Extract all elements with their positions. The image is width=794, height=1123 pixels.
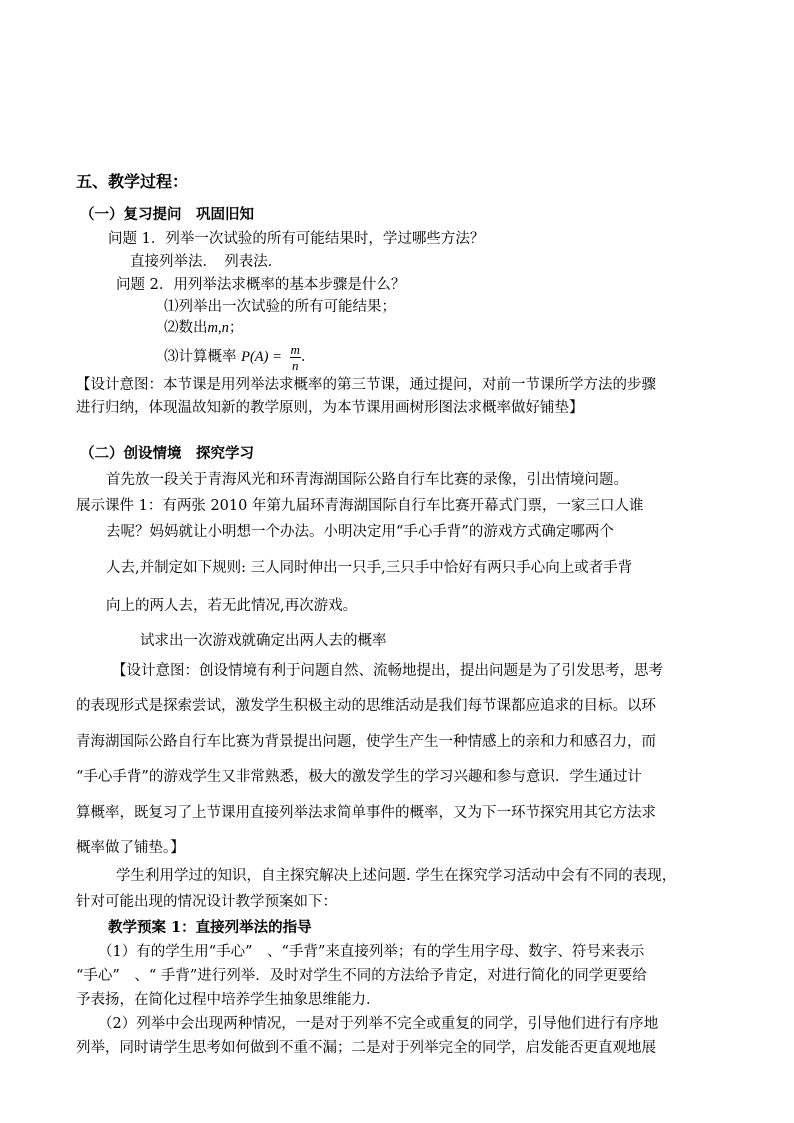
step-3 bbox=[164, 342, 315, 372]
question-2: 问题 2．用列举法求概率的基本步骤是什么？ bbox=[116, 277, 406, 293]
step-2-suffix: ； bbox=[228, 320, 244, 336]
courseware-line-4: 向上的两人去，若无此情况,再次游戏。 bbox=[106, 598, 358, 614]
design-intent-2-line-5: 算概率，既复习了上节课用直接列举法求简单事件的概率，又为下一环节探究用其它方法求 bbox=[76, 805, 656, 821]
courseware-line-1: 展示课件 1：有两张 2010 年第九届环青海湖国际自行车比赛开幕式门票，一家三口人谁 bbox=[76, 498, 644, 514]
fraction-denominator: n bbox=[291, 357, 299, 373]
courseware-line-3: 人去,并制定如下规则: 三人同时伸出一只手,三只手中恰好有两只手心向上或者手背 bbox=[106, 560, 633, 576]
design-intent-2-line-4: “手心手背”的游戏学生又非常熟悉，极大的激发学生的学习兴趣和参与意识．学生通过计 bbox=[76, 769, 642, 785]
design-intent-1-line-1: 【设计意图：本节课是用列举法求概率的第三节课，通过提问，对前一节课所学方法的步骤 bbox=[76, 377, 656, 393]
exploration-line-1: 学生利用学过的知识，自主探究解决上述问题. 学生在探究学习活动中会有不同的表现， bbox=[116, 868, 677, 884]
design-intent-1-line-2: 进行归纳，体现温故知新的教学原则，为本节课用画树形图法求概率做好铺垫】 bbox=[76, 400, 584, 416]
fraction-numerator: m bbox=[290, 341, 300, 357]
step-2-vars: m,n bbox=[207, 320, 229, 336]
exploration-line-2: 针对可能出现的情况设计教学预案如下： bbox=[76, 894, 337, 910]
plan-1-item-2-line-1: （2）列举中会出现两种情况，一是对于列举不完全或重复的同学，引导他们进行有序地 bbox=[98, 1016, 659, 1032]
courseware-line-2: 去呢？妈妈就让小明想一个办法。小明决定用“手心手背”的游戏方式确定哪两个 bbox=[106, 524, 614, 540]
step-3-prefix: ⑶计算概率 bbox=[164, 349, 237, 365]
design-intent-2-line-2: 的表现形式是探索尝试，激发学生积极主动的思维活动是我们每节课都应追求的目标。以环 bbox=[76, 698, 656, 714]
plan-1-item-1-line-2: “手心” 、“ 手背”进行列举．及时对学生不同的方法给予肯定，对进行简化的同学更要给 bbox=[76, 968, 647, 984]
step-1: ⑴列举出一次试验的所有可能结果； bbox=[164, 299, 396, 315]
answer-1: 直接列举法． 列表法． bbox=[130, 254, 283, 270]
section-title: 五、教学过程： bbox=[76, 172, 189, 191]
question-prompt: 试求出一次游戏就确定出两人去的概率 bbox=[140, 633, 387, 649]
part1-title: （一）复习提问 巩固旧知 bbox=[80, 206, 254, 223]
intro-paragraph: 首先放一段关于青海风光和环青海湖国际公路自行车比赛的录像，引出情境问题。 bbox=[106, 472, 628, 488]
step-2-prefix: ⑵数出 bbox=[164, 320, 208, 336]
step-3-suffix: ． bbox=[300, 349, 316, 365]
design-intent-2-line-6: 概率做了铺垫。】 bbox=[76, 840, 185, 856]
plan-1-title: 教学预案 1：直接列举法的指导 bbox=[108, 919, 312, 936]
design-intent-2-line-1: 【设计意图：创设情境有利于问题自然、流畅地提出，提出问题是为了引发思考，思考 bbox=[112, 663, 663, 679]
design-intent-2-line-3: 青海湖国际公路自行车比赛为背景提出问题，使学生产生一种情感上的亲和力和感召力，而 bbox=[76, 734, 656, 750]
part2-title: （二）创设情境 探究学习 bbox=[80, 445, 254, 462]
question-1: 问题 1．列举一次试验的所有可能结果时，学过哪些方法？ bbox=[108, 231, 485, 247]
probability-formula-lhs: P(A) = bbox=[241, 349, 282, 365]
step-2 bbox=[164, 318, 243, 338]
plan-1-item-2-line-2: 列举，同时请学生思考如何做到不重不漏；二是对于列举完全的同学，启发能否更直观地展 bbox=[76, 1040, 656, 1056]
plan-1-item-1-line-3: 予表扬，在简化过程中培养学生抽象思维能力． bbox=[76, 992, 381, 1008]
plan-1-item-1-line-1: （1）有的学生用“手心” 、“手背”来直接列举；有的学生用字母、数字、符号来表示 bbox=[98, 944, 645, 960]
probability-fraction bbox=[290, 343, 301, 372]
